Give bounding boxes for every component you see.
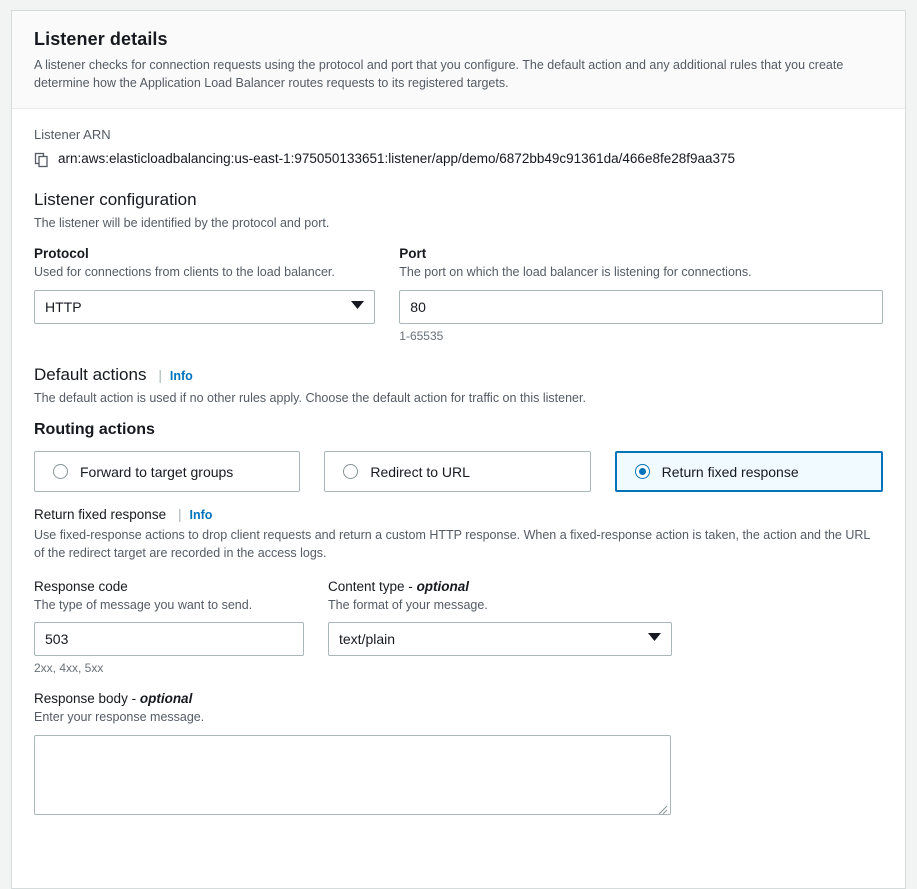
- radio-forward-to-target-groups[interactable]: [34, 451, 300, 492]
- listener-arn-value: arn:aws:elasticloadbalancing:us-east-1:975050133651:listener/app/demo/6872bb49c91361da/466e8fe28f9aa375: [58, 151, 736, 167]
- response-code-input[interactable]: [34, 622, 304, 656]
- page-description: A listener checks for connection requests using the protocol and port that you configure. The default action and any additional rules that you create determine how the Application Load Balancer routes requests to its registered targets.: [34, 58, 844, 91]
- radio-label: Redirect to URL: [370, 463, 470, 480]
- default-actions-info-link[interactable]: Info: [169, 369, 193, 384]
- response-body-label: [34, 691, 883, 706]
- content-type-label-text: Content type -: [328, 578, 413, 594]
- response-body-textarea[interactable]: [34, 735, 671, 815]
- default-actions-heading-row: [34, 365, 883, 385]
- info-divider: |: [177, 506, 182, 522]
- content-type-group: [328, 579, 672, 676]
- fixed-response-description: Use fixed-response actions to drop client requests and return a custom HTTP response. When a fixed-response action is taken, the action and the URL of the redirect target are recorded in the access logs.: [34, 528, 870, 561]
- radio-label: Return fixed response: [661, 463, 799, 480]
- response-code-label: Response code: [34, 578, 128, 594]
- response-body-group: [34, 691, 883, 815]
- radio-indicator: [53, 464, 68, 479]
- protocol-label: Protocol: [34, 246, 89, 262]
- content-type-select[interactable]: [328, 622, 672, 656]
- protocol-field-group: [34, 246, 375, 343]
- response-body-label-text: Response body -: [34, 691, 137, 707]
- port-label: Port: [399, 246, 427, 262]
- radio-redirect-to-url[interactable]: [324, 451, 590, 492]
- radio-return-fixed-response[interactable]: [615, 451, 883, 492]
- resize-handle-icon[interactable]: [658, 802, 668, 812]
- listener-details-panel: [11, 10, 906, 889]
- fixed-response-info-link[interactable]: Info: [189, 508, 213, 523]
- response-code-constraint: 2xx, 4xx, 5xx: [34, 661, 104, 676]
- response-code-group: [34, 579, 304, 676]
- listener-arn-label: Listener ARN: [34, 127, 111, 143]
- protocol-value: HTTP: [45, 298, 82, 315]
- content-type-label: [328, 579, 672, 594]
- port-field-group: [399, 246, 883, 343]
- response-body-optional: optional: [139, 691, 193, 707]
- fixed-response-heading-row: [34, 506, 883, 522]
- protocol-hint: Used for connections from clients to the load balancer.: [34, 265, 335, 280]
- radio-indicator: [635, 464, 650, 479]
- radio-label: Forward to target groups: [80, 463, 234, 480]
- fixed-response-title: Return fixed response: [34, 507, 167, 522]
- content-type-value: text/plain: [339, 631, 396, 648]
- response-code-hint: The type of message you want to send.: [34, 597, 253, 612]
- listener-configuration-description: The listener will be identified by the protocol and port.: [34, 216, 330, 231]
- chevron-down-icon: [648, 633, 661, 645]
- content-type-optional: optional: [416, 578, 470, 594]
- copy-icon[interactable]: [34, 152, 50, 168]
- radio-indicator: [343, 464, 358, 479]
- port-value: 80: [410, 298, 426, 315]
- protocol-port-row: [34, 246, 883, 343]
- routing-actions-radio-group: [34, 451, 883, 492]
- panel-header: [12, 11, 905, 109]
- routing-actions-title: Routing actions: [34, 421, 155, 438]
- response-code-value: 503: [45, 631, 69, 648]
- default-actions-title: Default actions: [34, 364, 147, 384]
- listener-configuration-title: Listener configuration: [34, 190, 197, 210]
- fixed-response-fields-row: [34, 579, 883, 676]
- content-type-hint: The format of your message.: [328, 597, 488, 612]
- page-title: Listener details: [34, 29, 168, 49]
- panel-body: [12, 109, 905, 824]
- chevron-down-icon: [351, 301, 364, 313]
- protocol-select[interactable]: [34, 290, 375, 324]
- listener-arn-row: [34, 150, 883, 168]
- port-hint: The port on which the load balancer is listening for connections.: [399, 265, 752, 280]
- port-constraint: 1-65535: [399, 328, 444, 343]
- response-body-hint: Enter your response message.: [34, 710, 205, 725]
- info-divider: |: [158, 366, 162, 383]
- default-actions-description: The default action is used if no other rules apply. Choose the default action for traffic on this listener.: [34, 390, 586, 405]
- port-input[interactable]: [399, 290, 883, 324]
